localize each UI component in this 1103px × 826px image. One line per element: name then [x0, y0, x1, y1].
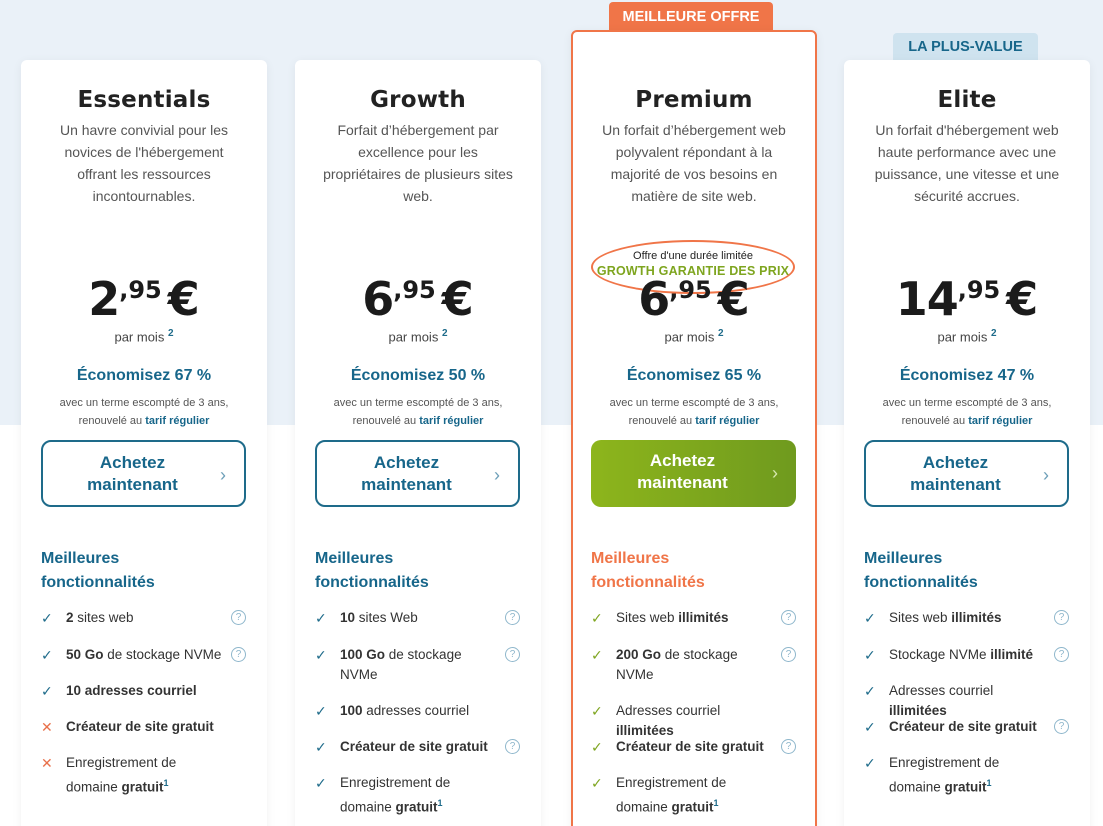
check-icon: ✓: [864, 683, 876, 699]
savings-label: Économisez 47 %: [899, 367, 1035, 384]
feature-text: Adresses courriel illimitées: [616, 703, 721, 738]
features-title: Meilleures fonctionnalités: [315, 550, 429, 591]
check-icon: ✓: [591, 647, 603, 663]
feature-text: Sites web illimités: [616, 610, 729, 625]
feature-item: [315, 701, 520, 721]
help-icon[interactable]: ?: [781, 647, 796, 662]
feature-text: 50 Go de stockage NVMe: [66, 647, 222, 662]
per-month-label: par mois $^2$: [114, 328, 174, 345]
feature-text: Enregistrement de domaine gratuit$^1$: [66, 755, 177, 795]
regular-rate-link[interactable]: tarif régulier: [695, 415, 760, 427]
regular-rate-link[interactable]: tarif régulier: [419, 415, 484, 427]
plan-description: Forfait d’hébergement par excellence pour les propriétaires de plusieurs sites web.: [323, 122, 513, 204]
plan-card-elite: [844, 60, 1090, 826]
plan-card-growth: [295, 60, 541, 826]
feature-item: [591, 608, 796, 628]
feature-item: [591, 737, 796, 757]
help-icon[interactable]: ?: [781, 739, 796, 754]
feature-text: 10 sites Web: [340, 610, 418, 625]
feature-item: [41, 681, 246, 701]
plan-name: Elite: [937, 87, 997, 113]
plan-price: [21, 272, 267, 326]
help-icon[interactable]: ?: [505, 647, 520, 662]
plan-card-essentials: [21, 60, 267, 826]
feature-text: Sites web illimités: [889, 610, 1002, 625]
footnote-marker[interactable]: 2: [167, 328, 174, 339]
chevron-right-icon: ›: [772, 463, 778, 483]
feature-item: [864, 608, 1069, 628]
feature-item: [315, 737, 520, 757]
help-icon[interactable]: ?: [505, 739, 520, 754]
footnote-marker[interactable]: 2: [441, 328, 448, 339]
savings-label: Économisez 50 %: [350, 367, 486, 384]
buy-now-button[interactable]: Achetez maintenant ›: [864, 440, 1069, 507]
check-icon: ✓: [315, 775, 327, 791]
feature-item: [591, 701, 796, 741]
footnote-marker[interactable]: 2: [717, 328, 724, 339]
check-icon: ✓: [591, 610, 603, 626]
plan-price: [295, 272, 541, 326]
price-currency: €: [441, 272, 474, 326]
check-icon: ✓: [315, 647, 327, 663]
term-note: avec un terme escompté de 3 ans, renouvelé au tarif régulier: [59, 397, 229, 427]
plan-description: Un forfait d’hébergement web polyvalent répondant à la majorité de vos besoins en matière de site web.: [602, 122, 786, 204]
help-icon[interactable]: ?: [231, 610, 246, 625]
check-icon: ✓: [315, 610, 327, 626]
feature-item: [41, 753, 246, 798]
plan-price: [844, 272, 1090, 326]
term-note: avec un terme escompté de 3 ans, renouvelé au tarif régulier: [609, 397, 779, 427]
regular-rate-link[interactable]: tarif régulier: [968, 415, 1033, 427]
best-offer-badge: MEILLEURE OFFRE: [609, 2, 773, 32]
price-integer: 6: [362, 272, 394, 326]
footnote-marker[interactable]: 1: [986, 778, 992, 788]
feature-text: Créateur de site gratuit: [340, 739, 488, 754]
per-month-label: par mois $^2$: [388, 328, 448, 345]
footnote-marker[interactable]: 1: [437, 798, 443, 808]
help-icon[interactable]: ?: [505, 610, 520, 625]
buy-now-button[interactable]: Achetez maintenant ›: [315, 440, 520, 507]
feature-text: Créateur de site gratuit: [889, 719, 1037, 734]
best-value-badge: LA PLUS-VALUE: [893, 33, 1038, 61]
check-icon: ✓: [591, 703, 603, 719]
buy-now-button[interactable]: Achetez maintenant ›: [591, 440, 796, 507]
cross-icon: ✕: [41, 719, 53, 735]
chevron-right-icon: ›: [1043, 465, 1049, 485]
offer-line-1: Offre d'une durée limitée: [633, 250, 753, 262]
help-icon[interactable]: ?: [1054, 719, 1069, 734]
price-integer: 2: [88, 272, 120, 326]
feature-item: [591, 773, 796, 818]
plan-name: Essentials: [77, 87, 211, 113]
check-icon: ✓: [864, 610, 876, 626]
check-icon: ✓: [864, 647, 876, 663]
feature-item: [315, 608, 520, 628]
feature-text: Adresses courriel illimitées: [889, 683, 994, 718]
savings-label: Économisez 67 %: [76, 367, 212, 384]
buy-now-button[interactable]: Achetez maintenant ›: [41, 440, 246, 507]
feature-item: [864, 645, 1069, 665]
price-decimal: ,95: [393, 276, 436, 304]
offer-line-2: GROWTH GARANTIE DES PRIX: [596, 264, 790, 278]
feature-item: [41, 717, 246, 737]
feature-text: Enregistrement de domaine gratuit$^1$: [340, 775, 451, 815]
price-decimal: ,95: [119, 276, 162, 304]
feature-item: [41, 645, 246, 665]
price-currency: €: [717, 272, 750, 326]
feature-item: [864, 681, 1069, 721]
check-icon: ✓: [41, 647, 53, 663]
feature-item: [41, 608, 246, 628]
help-icon[interactable]: ?: [781, 610, 796, 625]
feature-item: [591, 645, 796, 685]
savings-label: Économisez 65 %: [626, 367, 762, 384]
feature-item: [315, 773, 520, 818]
cross-icon: ✕: [41, 755, 53, 771]
per-month-label: par mois $^2$: [664, 328, 724, 345]
regular-rate-link[interactable]: tarif régulier: [145, 415, 210, 427]
footnote-marker[interactable]: 2: [990, 328, 997, 339]
price-decimal: ,95: [669, 276, 712, 304]
plan-description: Un forfait d'hébergement web haute performance avec une puissance, une vitesse et une sécurité accrues.: [874, 122, 1060, 204]
check-icon: ✓: [591, 775, 603, 791]
price-integer: 14: [895, 272, 958, 326]
check-icon: ✓: [315, 739, 327, 755]
chevron-right-icon: ›: [220, 465, 226, 485]
price-currency: €: [1006, 272, 1039, 326]
footnote-marker[interactable]: 1: [713, 798, 719, 808]
term-note: avec un terme escompté de 3 ans, renouvelé au tarif régulier: [333, 397, 503, 427]
check-icon: ✓: [41, 683, 53, 699]
chevron-right-icon: ›: [494, 465, 500, 485]
features-title: Meilleures fonctionnalités: [41, 550, 155, 591]
features-title: Meilleures fonctionnalités: [864, 550, 978, 591]
help-icon[interactable]: ?: [1054, 647, 1069, 662]
per-month-label: par mois $^2$: [937, 328, 997, 345]
check-icon: ✓: [41, 610, 53, 626]
footnote-marker[interactable]: 1: [163, 778, 169, 788]
plan-name: Growth: [370, 87, 466, 113]
price-currency: €: [167, 272, 200, 326]
feature-text: 200 Go de stockage NVMe: [616, 647, 738, 682]
feature-item: [315, 645, 520, 685]
check-icon: ✓: [591, 739, 603, 755]
feature-text: 10 adresses courriel: [66, 683, 197, 698]
plan-description: Un havre convivial pour les novices de l'hébergement offrant les ressources incontournables.: [59, 122, 229, 204]
help-icon[interactable]: ?: [231, 647, 246, 662]
feature-text: Créateur de site gratuit: [66, 719, 214, 734]
feature-text: Créateur de site gratuit: [616, 739, 764, 754]
price-decimal: ,95: [957, 276, 1001, 304]
check-icon: ✓: [864, 719, 876, 735]
features-title: Meilleures fonctionnalités: [591, 550, 705, 591]
feature-text: 2 sites web: [66, 610, 134, 625]
price-integer: 6: [638, 272, 670, 326]
feature-text: Enregistrement de domaine gratuit$^1$: [889, 755, 1000, 795]
plan-name: Premium: [635, 87, 753, 113]
check-icon: ✓: [315, 703, 327, 719]
term-note: avec un terme escompté de 3 ans, renouvelé au tarif régulier: [882, 397, 1052, 427]
help-icon[interactable]: ?: [1054, 610, 1069, 625]
feature-text: Stockage NVMe illimité: [889, 647, 1034, 662]
feature-text: 100 Go de stockage NVMe: [340, 647, 462, 682]
feature-item: [864, 753, 1069, 798]
plan-card-premium: [571, 30, 817, 826]
check-icon: ✓: [864, 755, 876, 771]
feature-item: [864, 717, 1069, 737]
feature-text: 100 adresses courriel: [340, 703, 470, 718]
feature-text: Enregistrement de domaine gratuit$^1$: [616, 775, 727, 815]
plan-price: [571, 272, 817, 326]
